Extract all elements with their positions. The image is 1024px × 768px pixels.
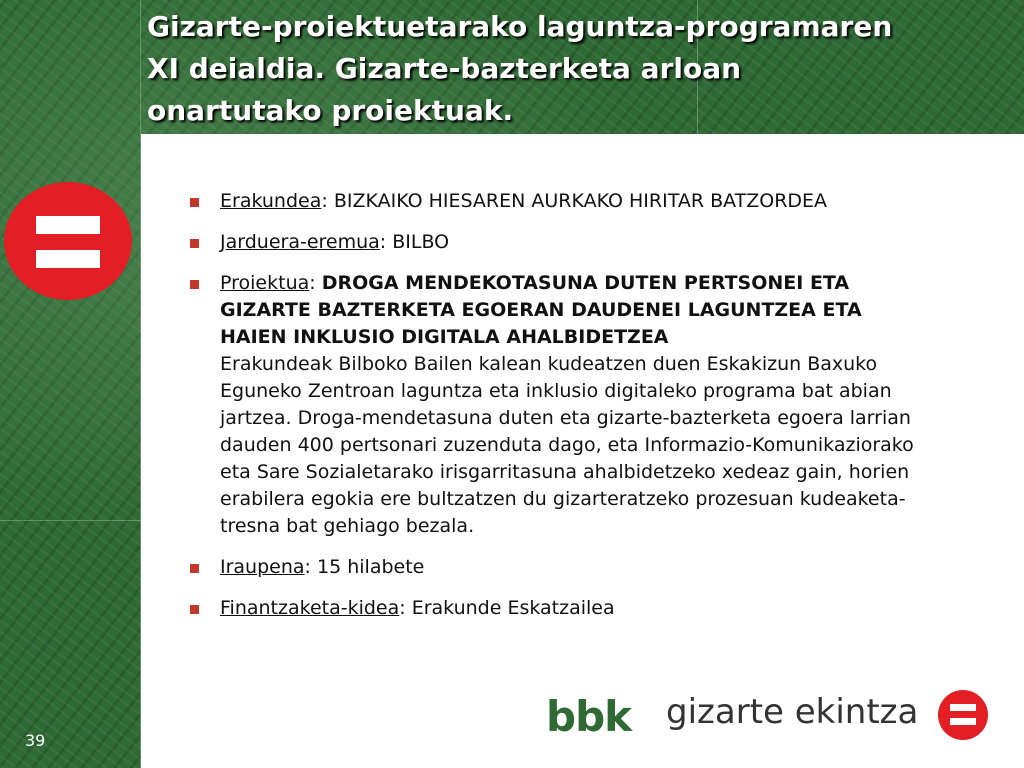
project-description-line: eta Sare Sozialetarako irisgarritasuna ahalbidetzeko xedeaz gain, horien (220, 461, 910, 483)
project-description-line: jartzea. Droga-mendetasuna duten eta gizarte-bazterketa egoera larrian (220, 407, 911, 429)
project-description-line: dauden 400 pertsonari zuzenduta dago, eta Informazio-Komunikaziorako (220, 434, 914, 456)
logo-bar (36, 250, 100, 268)
title-line: onartutako proiektuak. (147, 94, 514, 127)
logo-bar (36, 216, 100, 234)
equal-sign-small-logo-icon (938, 690, 988, 740)
project-title-line: DROGA MENDEKOTASUNA DUTEN PERTSONEI ETA (321, 272, 850, 294)
square-bullet-icon (190, 564, 199, 573)
title-line: XI deialdia. Gizarte-bazterketa arloan (147, 52, 742, 85)
list-item-jarduera-eremua: Jarduera-eremua: BILBO (190, 229, 970, 256)
title-line: Gizarte-proiektuetarako laguntza-programaren (147, 10, 893, 43)
project-title-line: GIZARTE BAZTERKETA EGOERAN DAUDENEI LAGUNTZEA ETA (220, 299, 862, 321)
project-description-line: Erakundeak Bilboko Bailen kalean kudeatzen duen Eskakizun Baxuko (220, 353, 878, 375)
slide-title (147, 6, 1007, 132)
square-bullet-icon (190, 605, 199, 614)
item-value: BILBO (392, 231, 450, 253)
item-value: BIZKAIKO HIESAREN AURKAKO HIRITAR BATZORDEA (333, 190, 828, 212)
list-item-iraupena: Iraupena: 15 hilabete (190, 554, 970, 581)
item-label: Erakundea (220, 190, 322, 212)
list-item-proiektua: Proiektua: DROGA MENDEKOTASUNA DUTEN PERTSONEI ETA GIZARTE BAZTERKETA EGOERAN DAUDENEI LAGUNTZEA ETA HAIEN INKLUSIO DIGITALA AHALBIDETZEA Erakundeak Bilboko Bailen kalean kudeatzen duen Eskakizun Baxuko Eguneko Zentroan laguntza eta inklusio digitaleko programa bat abian jartzea. Droga-mendetasuna duten eta gizarte-bazterketa egoera larrian dauden 400 pertsonari zuzenduta dago, eta Informazio-Komunikaziorako eta Sare Sozialetarako irisgarritasuna ahalbidetzeko xedeaz gain, horien erabilera egokia ere bultzatzen du gizarteratzeko prozesuan kudeaketa- tresna bat gehiago bezala. (190, 270, 970, 540)
logo-bar (950, 718, 976, 725)
item-label: Jarduera-eremua (220, 231, 380, 253)
project-description-line: tresna bat gehiago bezala. (220, 515, 475, 537)
item-value: Erakunde Eskatzailea (411, 597, 615, 619)
project-title-line: HAIEN INKLUSIO DIGITALA AHALBIDETZEA (220, 326, 669, 348)
project-description-line: erabilera egokia ere bultzatzen du gizarteratzeko prozesuan kudeaketa- (220, 488, 906, 510)
square-bullet-icon (190, 198, 199, 207)
item-value: 15 hilabete (317, 556, 425, 578)
equal-sign-logo-icon (4, 182, 132, 300)
square-bullet-icon (190, 280, 199, 289)
brand-tagline: gizarte ekintza (666, 692, 919, 732)
item-label: Finantzaketa-kidea (220, 597, 400, 619)
item-label: Iraupena (220, 556, 305, 578)
item-label: Proiektua (220, 272, 310, 294)
logo-bar (950, 704, 976, 711)
brand-name: bbk (546, 692, 632, 741)
project-description-line: Eguneko Zentroan laguntza eta inklusio digitaleko programa bat abian (220, 380, 892, 402)
project-details-list (190, 188, 970, 636)
square-bullet-icon (190, 239, 199, 248)
bbk-gizarte-ekintza-logo (546, 686, 996, 742)
list-item-finantzaketa-kidea: Finantzaketa-kidea: Erakunde Eskatzailea (190, 595, 970, 622)
page-number: 39 (25, 731, 46, 750)
list-item-erakundea: Erakundea: BIZKAIKO HIESAREN AURKAKO HIRITAR BATZORDEA (190, 188, 970, 215)
